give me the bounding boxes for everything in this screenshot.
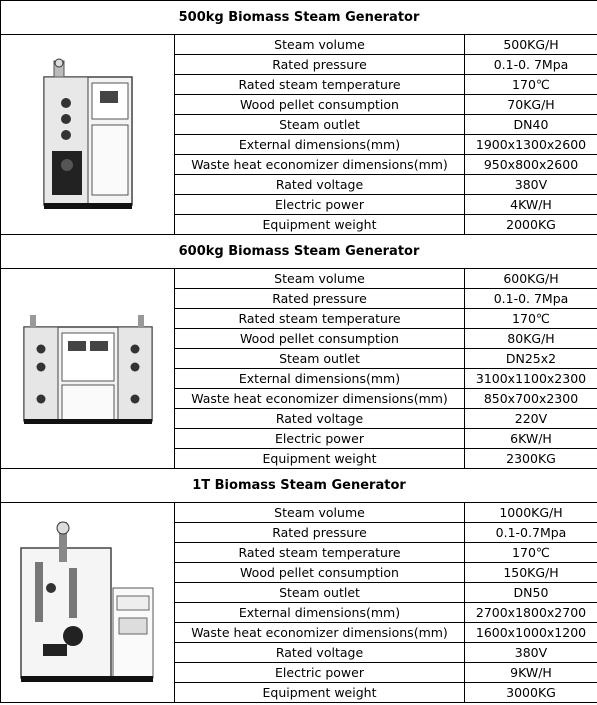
spec-label: Equipment weight — [175, 683, 465, 703]
spec-label: Steam outlet — [175, 115, 465, 135]
spec-value: 170℃ — [465, 75, 597, 95]
spec-label: Steam volume — [175, 269, 465, 289]
spec-label: External dimensions(mm) — [175, 135, 465, 155]
spec-label: Electric power — [175, 195, 465, 215]
spec-label: Wood pellet consumption — [175, 329, 465, 349]
section-title: 600kg Biomass Steam Generator — [1, 235, 597, 269]
section-title-row — [1, 235, 597, 269]
spec-value: 80KG/H — [465, 329, 597, 349]
table-row — [1, 503, 597, 523]
spec-label: Equipment weight — [175, 449, 465, 469]
spec-value: 2000KG — [465, 215, 597, 235]
table-row — [1, 35, 597, 55]
spec-value: 9KW/H — [465, 663, 597, 683]
product-image-cell — [1, 269, 175, 469]
spec-label: Steam outlet — [175, 349, 465, 369]
spec-label: Rated pressure — [175, 289, 465, 309]
spec-label: Wood pellet consumption — [175, 563, 465, 583]
spec-value: 850x700x2300 — [465, 389, 597, 409]
spec-value: 2300KG — [465, 449, 597, 469]
spec-value: 170℃ — [465, 309, 597, 329]
steam-generator-1t-image — [13, 518, 163, 688]
spec-label: Rated voltage — [175, 175, 465, 195]
spec-value: 0.1-0. 7Mpa — [465, 289, 597, 309]
spec-label: Waste heat economizer dimensions(mm) — [175, 155, 465, 175]
spec-value: 6KW/H — [465, 429, 597, 449]
spec-value: 4KW/H — [465, 195, 597, 215]
steam-generator-600kg-image — [18, 309, 158, 429]
section-title-row — [1, 1, 597, 35]
spec-label: Rated voltage — [175, 409, 465, 429]
spec-label: Electric power — [175, 663, 465, 683]
spec-value: 1600x1000x1200 — [465, 623, 597, 643]
spec-value: 1000KG/H — [465, 503, 597, 523]
spec-label: Rated pressure — [175, 55, 465, 75]
spec-value: 170℃ — [465, 543, 597, 563]
section-title: 1T Biomass Steam Generator — [1, 469, 597, 503]
spec-label: Waste heat economizer dimensions(mm) — [175, 623, 465, 643]
spec-label: Steam volume — [175, 503, 465, 523]
spec-label: Steam volume — [175, 35, 465, 55]
product-image-cell — [1, 503, 175, 703]
spec-label: Rated steam temperature — [175, 309, 465, 329]
spec-value: 2700x1800x2700 — [465, 603, 597, 623]
spec-label: Steam outlet — [175, 583, 465, 603]
spec-label: Electric power — [175, 429, 465, 449]
spec-value: 3100x1100x2300 — [465, 369, 597, 389]
spec-value: 70KG/H — [465, 95, 597, 115]
spec-value: 220V — [465, 409, 597, 429]
section-title: 500kg Biomass Steam Generator — [1, 1, 597, 35]
spec-label: External dimensions(mm) — [175, 369, 465, 389]
spec-label: Equipment weight — [175, 215, 465, 235]
spec-value: DN50 — [465, 583, 597, 603]
spec-value: 950x800x2600 — [465, 155, 597, 175]
product-image-cell — [1, 35, 175, 235]
spec-value: 380V — [465, 175, 597, 195]
spec-value: DN40 — [465, 115, 597, 135]
spec-value: 1900x1300x2600 — [465, 135, 597, 155]
spec-value: 0.1-0.7Mpa — [465, 523, 597, 543]
steam-generator-500kg-image — [38, 55, 138, 215]
spec-label: Waste heat economizer dimensions(mm) — [175, 389, 465, 409]
spec-value: 150KG/H — [465, 563, 597, 583]
spec-value: 600KG/H — [465, 269, 597, 289]
spec-value: 3000KG — [465, 683, 597, 703]
table-row — [1, 269, 597, 289]
spec-label: Rated voltage — [175, 643, 465, 663]
spec-label: Wood pellet consumption — [175, 95, 465, 115]
spec-value: 380V — [465, 643, 597, 663]
spec-label: External dimensions(mm) — [175, 603, 465, 623]
spec-label: Rated pressure — [175, 523, 465, 543]
section-title-row — [1, 469, 597, 503]
spec-value: DN25x2 — [465, 349, 597, 369]
spec-label: Rated steam temperature — [175, 75, 465, 95]
spec-value: 0.1-0. 7Mpa — [465, 55, 597, 75]
spec-label: Rated steam temperature — [175, 543, 465, 563]
spec-value: 500KG/H — [465, 35, 597, 55]
